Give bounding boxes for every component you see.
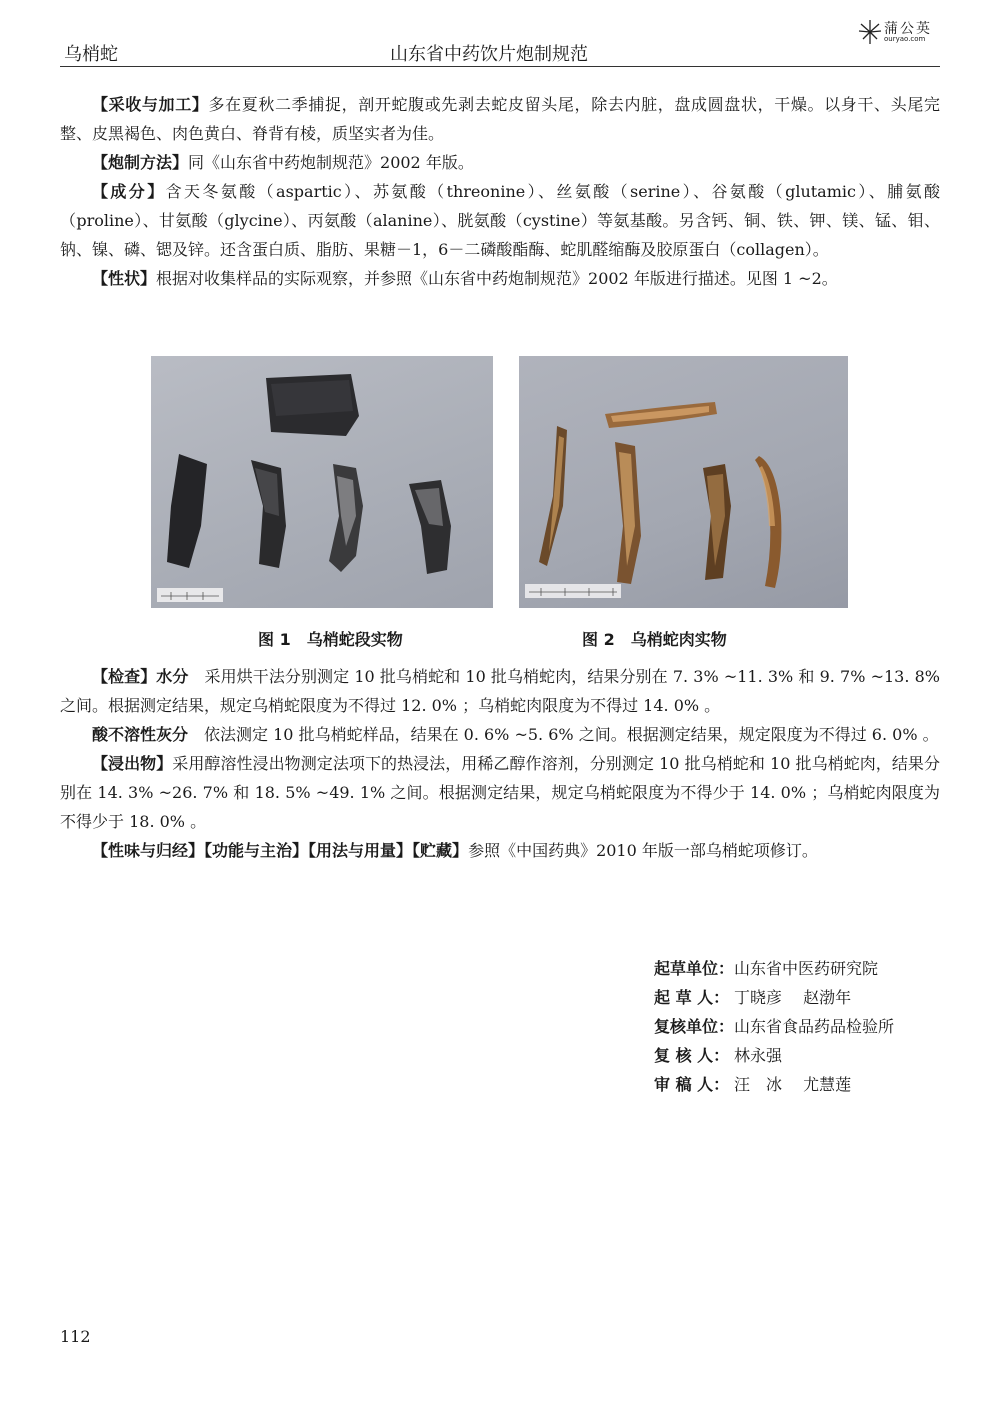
text-extract: 采用醇溶性浸出物测定法项下的热浸法，用稀乙醇作溶剂，分别测定 10 批乌梢蛇和 10 批乌梢蛇肉，结果分别在 14. 3% ~26. 7% 和 18. 5% ~49. 1% 之间。根据测定结果，规定乌梢蛇限度为不得少于 14. 0% ；乌梢蛇肉限度为不得少于 18. 0% 。 (60, 754, 940, 831)
snake-meat-image (519, 356, 848, 608)
figure-1-caption: 图 1 乌梢蛇段实物 (258, 630, 403, 649)
credit-drafter (654, 983, 894, 1012)
credit-value: 林永强 (734, 1046, 783, 1065)
heading-ash: 酸不溶性灰分 (92, 725, 189, 744)
credit-approver (654, 1070, 894, 1099)
credit-drafting-unit (654, 954, 894, 983)
heading-check: 【检查】 (92, 667, 157, 686)
paragraph-character (60, 264, 940, 293)
running-title-center: 山东省中药饮片炮制规范 (390, 44, 588, 65)
paragraph-harvest (60, 90, 940, 148)
heading-harvest: 【采收与加工】 (92, 95, 209, 114)
paragraph-composition (60, 177, 940, 264)
snake-segments-image (151, 356, 493, 608)
body-text-top (60, 90, 940, 293)
credit-value: 山东省中医药研究院 (734, 959, 879, 978)
credit-reviewer (654, 1041, 894, 1070)
text-ash: 依法测定 10 批乌梢蛇样品，结果在 0. 6% ~5. 6% 之间。根据测定结果，规定限度为不得过 6. 0% 。 (204, 725, 939, 744)
heading-character: 【性状】 (92, 269, 157, 288)
heading-composition: 【成分】 (92, 182, 166, 201)
text-water: 采用烘干法分别测定 10 批乌梢蛇和 10 批乌梢蛇肉，结果分别在 7. 3% ~11. 3% 和 9. 7% ~13. 8% 之间。根据测定结果，规定乌梢蛇限度为不得过 12. 0% ；乌梢蛇肉限度为不得过 14. 0% 。 (60, 667, 940, 715)
figure-2-photo (519, 356, 848, 608)
credit-label: 起 草 人： (654, 988, 730, 1007)
heading-water: 水分 (156, 667, 189, 686)
paragraph-nature (60, 836, 940, 865)
heading-storage: 【贮藏】 (412, 841, 469, 860)
text-character: 根据对收集样品的实际观察，并参照《山东省中药炮制规范》2002 年版进行描述。见图 1 ~2。 (156, 269, 838, 288)
watermark-logo (858, 18, 942, 46)
text-nature: 参照《中国药典》2010 年版一部乌梢蛇项修订。 (468, 841, 818, 860)
credit-label: 复 核 人： (654, 1046, 730, 1065)
heading-method: 【炮制方法】 (92, 153, 189, 172)
heading-extract: 【浸出物】 (92, 754, 173, 773)
paragraph-check-water (60, 662, 940, 720)
credit-value: 山东省食品药品检验所 (734, 1017, 895, 1036)
credit-label: 起草单位： (654, 959, 735, 978)
credit-value: 丁晓彦 赵渤年 (734, 988, 852, 1007)
heading-function: 【功能与主治】 (204, 841, 309, 860)
text-harvest: 多在夏秋二季捕捉，剖开蛇腹或先剥去蛇皮留头尾，除去内脏，盘成圆盘状，干燥。以身干、头尾完整、皮黑褐色、肉色黄白、脊背有棱，质坚实者为佳。 (60, 95, 940, 143)
credit-label: 复核单位： (654, 1017, 735, 1036)
credit-review-unit (654, 1012, 894, 1041)
paragraph-method (60, 148, 940, 177)
paragraph-extract (60, 749, 940, 836)
running-title-left: 乌梢蛇 (64, 44, 118, 65)
logo-name: 蒲公英 (884, 21, 932, 37)
body-text-bottom (60, 662, 940, 865)
credit-label: 审 稿 人： (654, 1075, 730, 1094)
paragraph-check-ash (60, 720, 940, 749)
figure-2-caption: 图 2 乌梢蛇肉实物 (582, 630, 727, 649)
figure-1-photo (151, 356, 493, 608)
header-rule (60, 66, 940, 67)
credits-block (654, 954, 894, 1099)
heading-usage: 【用法与用量】 (308, 841, 413, 860)
text-method: 同《山东省中药炮制规范》2002 年版。 (188, 153, 474, 172)
page-header (60, 36, 940, 68)
dandelion-icon (858, 18, 882, 44)
credit-value: 汪 冰 尤慧莲 (734, 1075, 852, 1094)
logo-url: ouryao.com (884, 35, 926, 43)
heading-nature: 【性味与归经】 (92, 841, 205, 860)
page-number: 112 (60, 1327, 91, 1346)
text-composition: 含天冬氨酸（aspartic）、苏氨酸（threonine）、丝氨酸（serine）、谷氨酸（glutamic）、脯氨酸（proline）、甘氨酸（glycine）、丙氨酸（alanine）、胱氨酸（cystine）等氨基酸。另含钙、铜、铁、钾、镁、锰、钼、钠、镍、磷、锶及锌。还含蛋白质、脂肪、果糖－1，6－二磷酸酯酶、蛇肌醛缩酶及胶原蛋白（collagen）。 (60, 182, 940, 259)
